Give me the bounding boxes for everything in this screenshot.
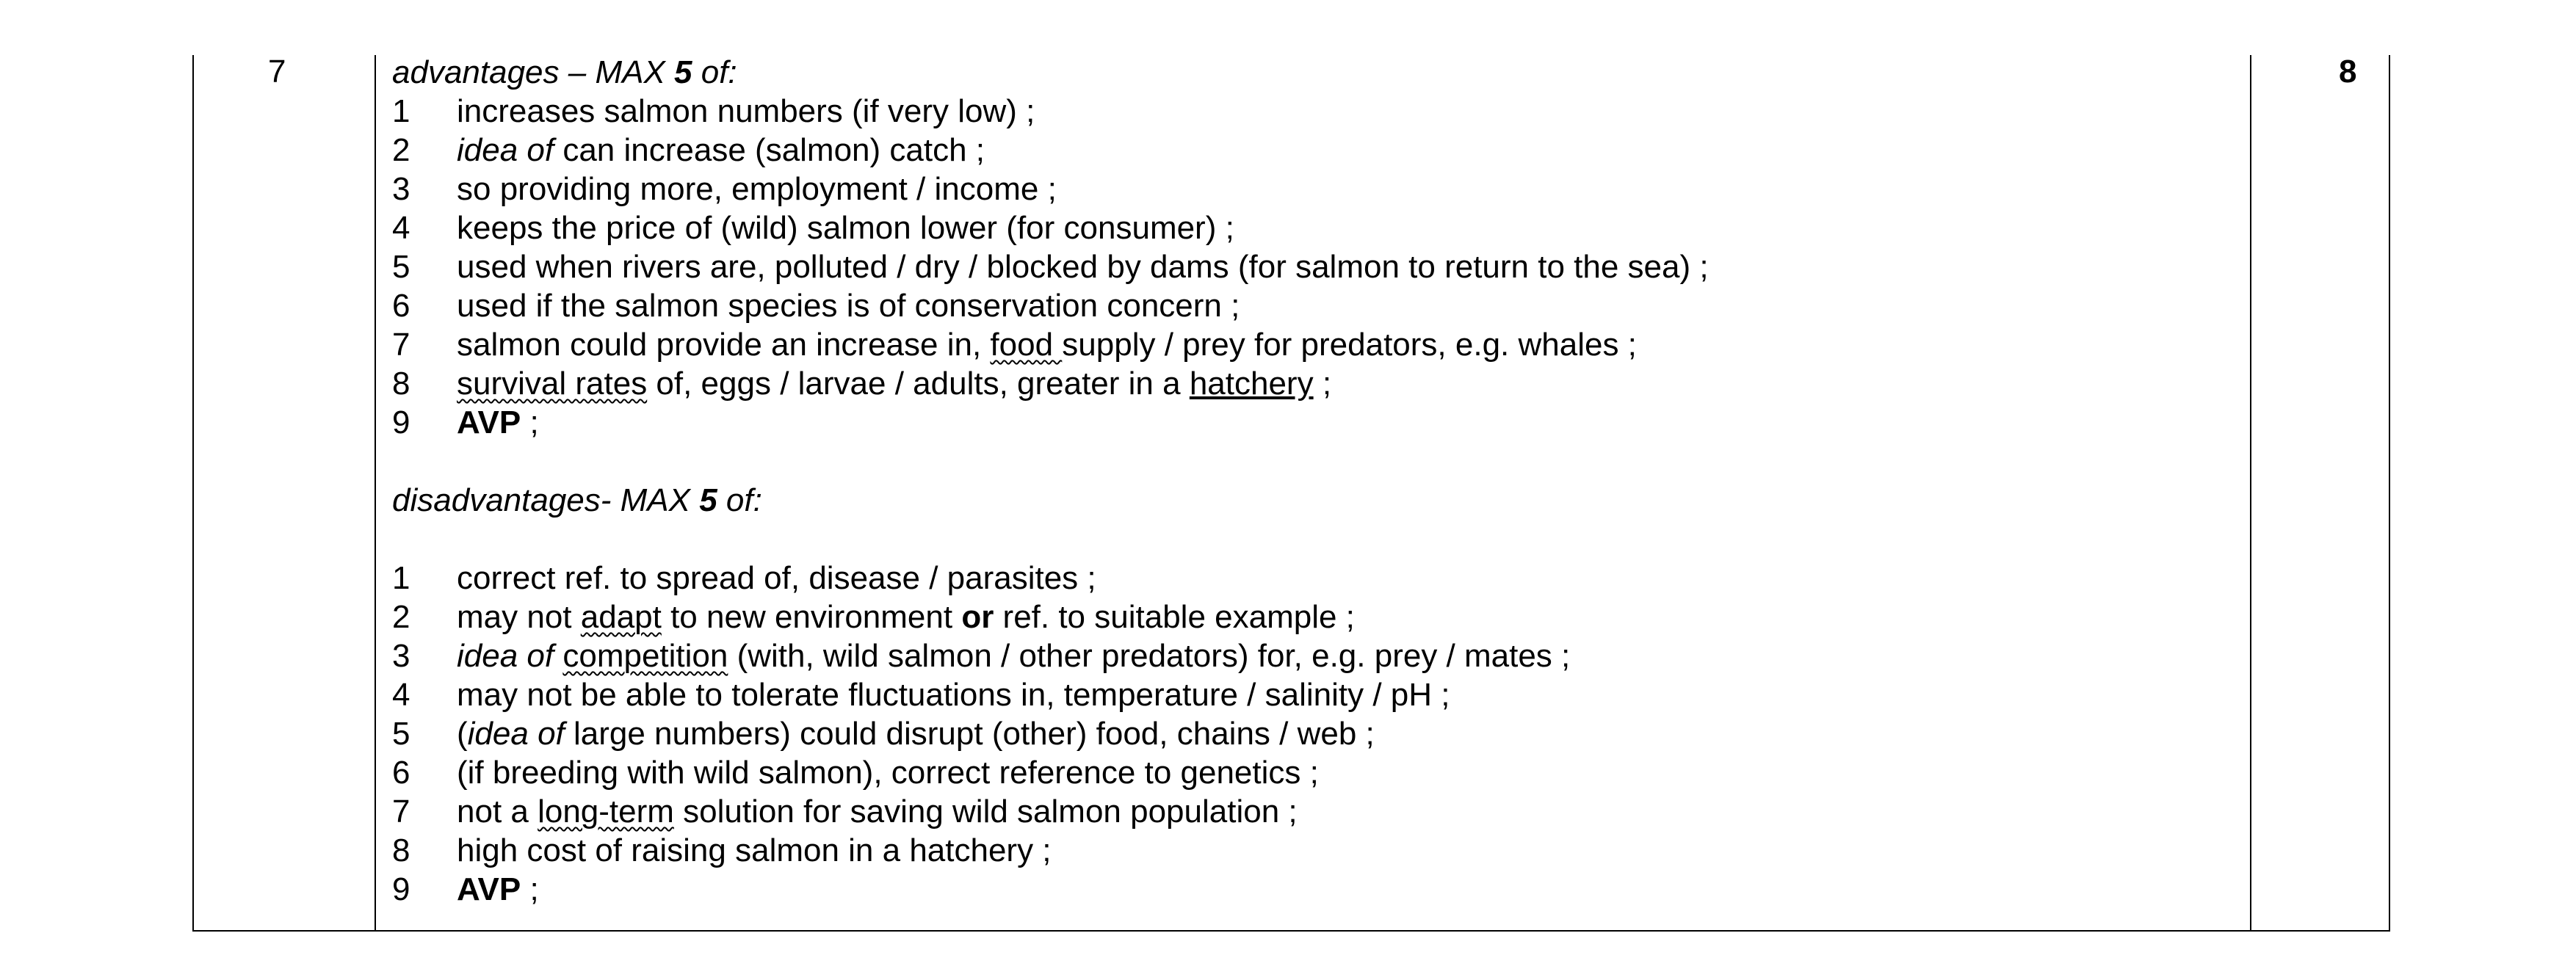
advantage-item (392, 208, 2213, 247)
disadvantages-heading-suffix: of: (717, 482, 762, 518)
advantage-item (392, 325, 2213, 364)
advantages-max-number: 5 (674, 54, 692, 90)
item-text: used when rivers are, polluted / dry / blocked by dams (for salmon to return to the sea) ; (457, 249, 1709, 285)
item-number: 4 (392, 677, 410, 713)
disadvantage-item (392, 714, 2213, 753)
item-number: 3 (392, 638, 410, 674)
idea-of-emphasis: idea of (467, 716, 565, 752)
advantage-item (392, 92, 2213, 131)
item-number: 1 (392, 93, 410, 129)
disadvantage-item (392, 870, 2213, 909)
item-text: AVP ; (457, 404, 539, 440)
item-number: 1 (392, 560, 410, 596)
advantages-heading-suffix: of: (692, 54, 737, 90)
item-text: AVP ; (457, 871, 539, 907)
item-text: high cost of raising salmon in a hatchery ; (457, 832, 1052, 868)
key-term-underlined: hatchery (1189, 366, 1314, 402)
idea-of-emphasis: idea of (457, 638, 554, 674)
advantage-item (392, 170, 2213, 208)
advantages-heading (392, 53, 2213, 92)
item-text: idea of competition (with, wild salmon / other predators) for, e.g. prey / mates ; (457, 638, 1571, 674)
disadvantages-heading (392, 481, 2213, 520)
key-term-wavy: long-term (538, 794, 674, 830)
advantage-item (392, 403, 2213, 442)
item-number: 7 (392, 327, 410, 363)
item-text: survival rates of, eggs / larvae / adults, greater in a hatchery ; (457, 366, 1332, 402)
idea-of-emphasis: idea of (457, 132, 554, 168)
avp-label: AVP (457, 404, 521, 440)
section-spacer (392, 442, 2213, 481)
item-text: (if breeding with wild salmon), correct reference to genetics ; (457, 755, 1319, 791)
disadvantage-item (392, 753, 2213, 792)
table-divider-question-column (375, 55, 376, 932)
key-term-wavy: adapt (580, 599, 662, 635)
advantage-item (392, 364, 2213, 403)
item-number: 2 (392, 132, 410, 168)
disadvantage-item (392, 792, 2213, 831)
or-keyword: or (961, 599, 994, 635)
table-border-right (2389, 55, 2390, 932)
item-number: 6 (392, 288, 410, 324)
disadvantages-max-number: 5 (699, 482, 717, 518)
disadvantage-item (392, 675, 2213, 714)
key-term-wavy: competition (562, 638, 728, 674)
advantage-item (392, 131, 2213, 170)
item-text: correct ref. to spread of, disease / parasites ; (457, 560, 1096, 596)
item-text: keeps the price of (wild) salmon lower (for consumer) ; (457, 210, 1234, 246)
table-border-left (192, 55, 194, 932)
item-number: 8 (392, 832, 410, 868)
advantages-heading-text: advantages – MAX (392, 54, 675, 90)
item-number: 2 (392, 599, 410, 635)
key-term-wavy: food (990, 327, 1063, 363)
item-text: (idea of large numbers) could disrupt (other) food, chains / web ; (457, 716, 1375, 752)
item-number: 9 (392, 871, 410, 907)
table-divider-guidance-column (2250, 55, 2251, 932)
section-spacer (392, 520, 2213, 559)
advantage-item (392, 247, 2213, 286)
disadvantage-item (392, 559, 2213, 598)
item-text: not a long-term solution for saving wild salmon population ; (457, 794, 1298, 830)
item-text: so providing more, employment / income ; (457, 171, 1057, 207)
item-number: 9 (392, 404, 410, 440)
item-text: increases salmon numbers (if very low) ; (457, 93, 1035, 129)
total-marks: 8 (2339, 54, 2357, 90)
item-text: may not adapt to new environment or ref. to suitable example ; (457, 599, 1355, 635)
item-number: 8 (392, 366, 410, 402)
item-number: 6 (392, 755, 410, 791)
item-text: used if the salmon species is of conservation concern ; (457, 288, 1240, 324)
disadvantage-item (392, 636, 2213, 675)
avp-label: AVP (457, 871, 521, 907)
disadvantages-heading-text: disadvantages- MAX (392, 482, 700, 518)
item-text: salmon could provide an increase in, food supply / prey for predators, e.g. whales ; (457, 327, 1637, 363)
item-number: 7 (392, 794, 410, 830)
item-number: 4 (392, 210, 410, 246)
question-number: 7 (268, 54, 286, 90)
item-text: idea of can increase (salmon) catch ; (457, 132, 985, 168)
table-border-bottom (192, 930, 2390, 932)
advantage-item (392, 286, 2213, 325)
item-number: 3 (392, 171, 410, 207)
disadvantage-item (392, 831, 2213, 870)
item-number: 5 (392, 716, 410, 752)
item-text: may not be able to tolerate fluctuations in, temperature / salinity / pH ; (457, 677, 1450, 713)
item-number: 5 (392, 249, 410, 285)
disadvantage-item (392, 598, 2213, 636)
answer-content (392, 53, 2213, 909)
key-term-wavy: survival rates (457, 366, 648, 402)
